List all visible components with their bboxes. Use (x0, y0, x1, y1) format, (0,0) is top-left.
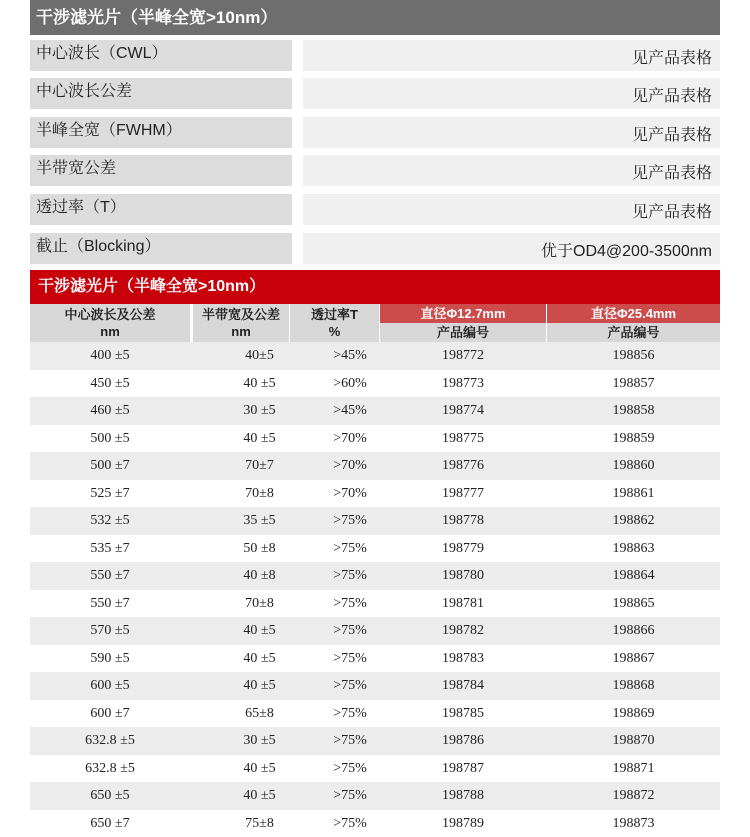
fwhm-cell: 35 ±5 (193, 507, 326, 535)
product-table-title: 干涉滤光片（半峰全宽>10nm） (30, 270, 720, 304)
transmission-cell: >75% (320, 590, 380, 618)
transmission-cell: >75% (320, 755, 380, 783)
transmission-cell: >70% (320, 425, 380, 453)
product-id-127-cell: 198789 (380, 810, 546, 837)
cwl-cell: 500 ±7 (30, 452, 190, 480)
spec-value: 见产品表格 (303, 78, 720, 109)
fwhm-cell: 30 ±5 (193, 727, 326, 755)
product-id-254-cell: 198863 (547, 535, 720, 563)
header-fwhm-line2: nm (193, 323, 289, 340)
fwhm-cell: 40 ±5 (193, 782, 326, 810)
product-id-254-cell: 198873 (547, 810, 720, 837)
table-row (30, 782, 720, 810)
product-id-127-cell: 198788 (380, 782, 546, 810)
spec-label: 半带宽公差 (30, 155, 292, 186)
header-cwl (30, 304, 190, 342)
spec-row (30, 233, 720, 264)
cwl-cell: 650 ±7 (30, 810, 190, 837)
product-id-254-cell: 198870 (547, 727, 720, 755)
product-id-127-cell: 198779 (380, 535, 546, 563)
fwhm-cell: 75±8 (193, 810, 326, 837)
cwl-cell: 632.8 ±5 (30, 727, 190, 755)
transmission-cell: >75% (320, 617, 380, 645)
table-row (30, 700, 720, 728)
spec-label: 截止（Blocking） (30, 233, 292, 264)
table-row (30, 425, 720, 453)
product-id-254-cell: 198860 (547, 452, 720, 480)
table-row (30, 645, 720, 673)
spec-row (30, 155, 720, 186)
header-cwl-line1: 中心波长及公差 (30, 304, 190, 323)
product-id-127-cell: 198782 (380, 617, 546, 645)
fwhm-cell: 40±5 (193, 342, 326, 370)
spec-value: 见产品表格 (303, 194, 720, 225)
product-id-254-cell: 198859 (547, 425, 720, 453)
product-id-254-cell: 198869 (547, 700, 720, 728)
transmission-cell: >75% (320, 672, 380, 700)
product-id-127-cell: 198780 (380, 562, 546, 590)
header-d127-title: 直径Φ12.7mm (380, 304, 546, 323)
table-row (30, 810, 720, 837)
transmission-cell: >70% (320, 452, 380, 480)
header-d254-sub: 产品编号 (547, 323, 720, 342)
cwl-cell: 600 ±7 (30, 700, 190, 728)
cwl-cell: 550 ±7 (30, 590, 190, 618)
transmission-cell: >45% (320, 397, 380, 425)
product-id-254-cell: 198864 (547, 562, 720, 590)
spec-value: 优于OD4@200-3500nm (303, 233, 720, 264)
product-id-254-cell: 198865 (547, 590, 720, 618)
header-fwhm-line1: 半带宽及公差 (193, 304, 289, 323)
transmission-cell: >75% (320, 507, 380, 535)
fwhm-cell: 40 ±5 (193, 645, 326, 673)
spec-row (30, 40, 720, 71)
spec-row (30, 194, 720, 225)
product-id-127-cell: 198777 (380, 480, 546, 508)
transmission-cell: >75% (320, 700, 380, 728)
product-id-127-cell: 198772 (380, 342, 546, 370)
spec-row (30, 78, 720, 109)
cwl-cell: 632.8 ±5 (30, 755, 190, 783)
product-id-254-cell: 198857 (547, 370, 720, 398)
header-d127-sub: 产品编号 (380, 323, 546, 342)
spec-value: 见产品表格 (303, 117, 720, 148)
product-id-254-cell: 198858 (547, 397, 720, 425)
table-row (30, 672, 720, 700)
spec-label: 半峰全宽（FWHM） (30, 117, 292, 148)
table-row (30, 480, 720, 508)
product-id-254-cell: 198872 (547, 782, 720, 810)
table-row (30, 562, 720, 590)
spec-label: 中心波长公差 (30, 78, 292, 109)
product-id-127-cell: 198783 (380, 645, 546, 673)
transmission-cell: >75% (320, 727, 380, 755)
spec-row (30, 117, 720, 148)
table-row (30, 342, 720, 370)
cwl-cell: 535 ±7 (30, 535, 190, 563)
fwhm-cell: 40 ±5 (193, 425, 326, 453)
table-row (30, 452, 720, 480)
spec-value: 见产品表格 (303, 155, 720, 186)
product-id-254-cell: 198861 (547, 480, 720, 508)
header-fwhm (193, 304, 289, 342)
product-id-254-cell: 198862 (547, 507, 720, 535)
product-id-127-cell: 198773 (380, 370, 546, 398)
product-id-254-cell: 198866 (547, 617, 720, 645)
product-id-127-cell: 198778 (380, 507, 546, 535)
header-cwl-line2: nm (30, 323, 190, 340)
fwhm-cell: 40 ±5 (193, 370, 326, 398)
fwhm-cell: 70±7 (193, 452, 326, 480)
table-row (30, 590, 720, 618)
product-id-254-cell: 198856 (547, 342, 720, 370)
transmission-cell: >45% (320, 342, 380, 370)
transmission-cell: >75% (320, 535, 380, 563)
table-row (30, 727, 720, 755)
fwhm-cell: 40 ±5 (193, 755, 326, 783)
product-id-127-cell: 198786 (380, 727, 546, 755)
transmission-cell: >75% (320, 645, 380, 673)
cwl-cell: 570 ±5 (30, 617, 190, 645)
cwl-cell: 525 ±7 (30, 480, 190, 508)
fwhm-cell: 70±8 (193, 480, 326, 508)
transmission-cell: >75% (320, 782, 380, 810)
table-row (30, 755, 720, 783)
table-row (30, 397, 720, 425)
header-trans-line1: 透过率T (290, 304, 379, 323)
product-id-127-cell: 198774 (380, 397, 546, 425)
header-transmission (290, 304, 379, 342)
spec-section-title: 干涉滤光片（半峰全宽>10nm） (30, 0, 720, 35)
cwl-cell: 650 ±5 (30, 782, 190, 810)
product-table-body (30, 342, 720, 837)
product-id-254-cell: 198867 (547, 645, 720, 673)
cwl-cell: 460 ±5 (30, 397, 190, 425)
cwl-cell: 550 ±7 (30, 562, 190, 590)
fwhm-cell: 65±8 (193, 700, 326, 728)
fwhm-cell: 30 ±5 (193, 397, 326, 425)
spec-value: 见产品表格 (303, 40, 720, 71)
fwhm-cell: 40 ±5 (193, 617, 326, 645)
product-id-127-cell: 198775 (380, 425, 546, 453)
product-id-127-cell: 198776 (380, 452, 546, 480)
transmission-cell: >70% (320, 480, 380, 508)
cwl-cell: 600 ±5 (30, 672, 190, 700)
cwl-cell: 532 ±5 (30, 507, 190, 535)
table-row (30, 617, 720, 645)
product-id-127-cell: 198781 (380, 590, 546, 618)
header-d127 (380, 304, 546, 342)
table-row (30, 370, 720, 398)
spec-label: 透过率（T） (30, 194, 292, 225)
product-id-254-cell: 198871 (547, 755, 720, 783)
fwhm-cell: 40 ±5 (193, 672, 326, 700)
fwhm-cell: 70±8 (193, 590, 326, 618)
cwl-cell: 400 ±5 (30, 342, 190, 370)
fwhm-cell: 40 ±8 (193, 562, 326, 590)
cwl-cell: 500 ±5 (30, 425, 190, 453)
product-id-127-cell: 198784 (380, 672, 546, 700)
product-id-127-cell: 198785 (380, 700, 546, 728)
transmission-cell: >75% (320, 810, 380, 837)
transmission-cell: >60% (320, 370, 380, 398)
cwl-cell: 450 ±5 (30, 370, 190, 398)
header-d254-title: 直径Φ25.4mm (547, 304, 720, 323)
header-d254 (547, 304, 720, 342)
table-row (30, 507, 720, 535)
cwl-cell: 590 ±5 (30, 645, 190, 673)
product-id-127-cell: 198787 (380, 755, 546, 783)
product-id-254-cell: 198868 (547, 672, 720, 700)
transmission-cell: >75% (320, 562, 380, 590)
header-trans-line2: % (290, 323, 379, 340)
spec-label: 中心波长（CWL） (30, 40, 292, 71)
fwhm-cell: 50 ±8 (193, 535, 326, 563)
table-row (30, 535, 720, 563)
